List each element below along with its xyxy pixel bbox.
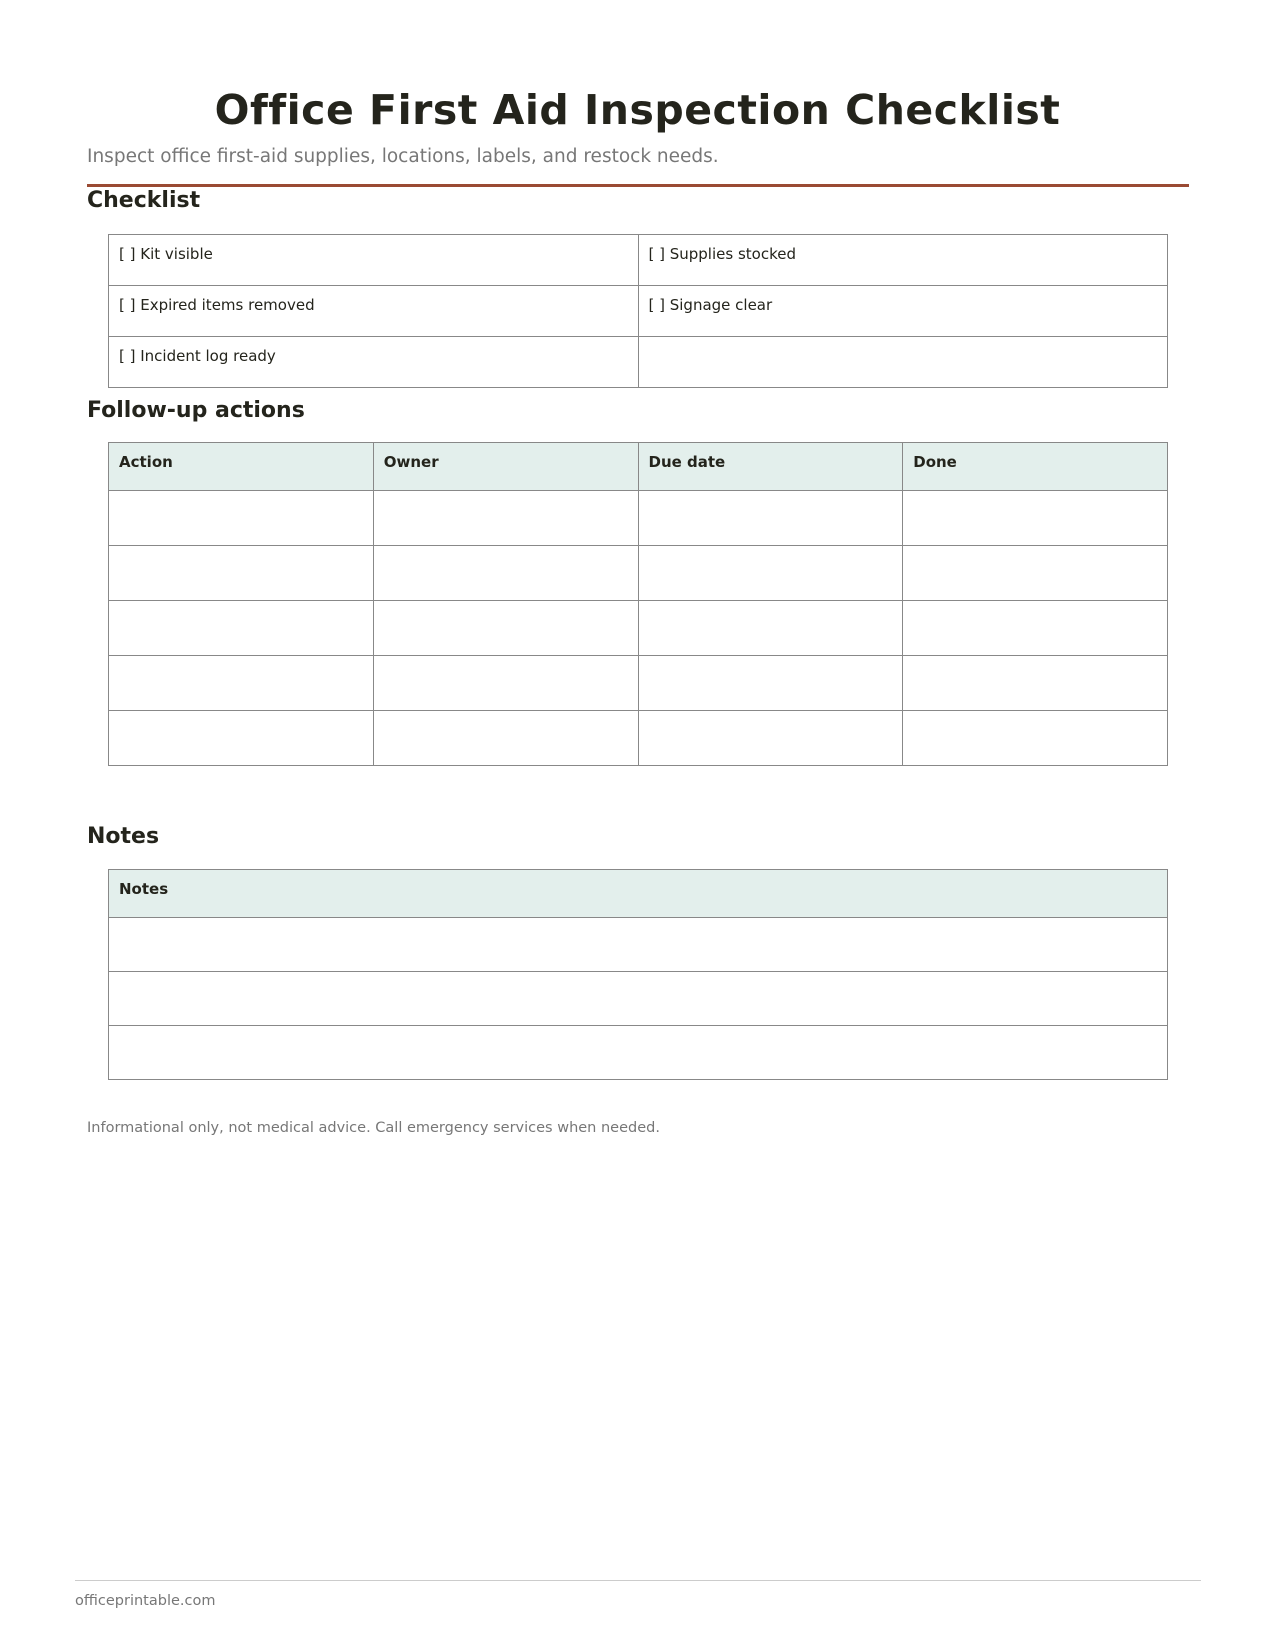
done-cell[interactable]	[903, 491, 1168, 546]
table-row	[109, 972, 1168, 1026]
checklist-item-empty	[638, 337, 1168, 388]
followup-heading: Follow-up actions	[87, 398, 305, 423]
page-title: Office First Aid Inspection Checklist	[214, 86, 1061, 134]
table-row	[109, 656, 1168, 711]
title-divider	[87, 184, 1189, 187]
footer-divider	[75, 1580, 1201, 1581]
due-date-cell[interactable]	[638, 711, 903, 766]
owner-cell[interactable]	[373, 546, 638, 601]
checklist-item[interactable]: [ ] Kit visible	[109, 235, 639, 286]
done-cell[interactable]	[903, 546, 1168, 601]
owner-cell[interactable]	[373, 711, 638, 766]
table-row	[109, 918, 1168, 972]
notes-header-row	[109, 870, 1168, 918]
owner-cell[interactable]	[373, 601, 638, 656]
table-row	[109, 601, 1168, 656]
done-cell[interactable]	[903, 656, 1168, 711]
followup-header-row	[109, 443, 1168, 491]
followup-table	[108, 442, 1168, 766]
checklist-table	[108, 234, 1168, 388]
notes-cell[interactable]	[109, 972, 1168, 1026]
notes-cell[interactable]	[109, 918, 1168, 972]
due-date-cell[interactable]	[638, 546, 903, 601]
column-header-action: Action	[109, 443, 374, 491]
due-date-cell[interactable]	[638, 601, 903, 656]
notes-cell[interactable]	[109, 1026, 1168, 1080]
action-cell[interactable]	[109, 601, 374, 656]
owner-cell[interactable]	[373, 491, 638, 546]
checklist-row	[109, 337, 1168, 388]
footer-site-label: officeprintable.com	[75, 1593, 216, 1609]
checklist-row	[109, 235, 1168, 286]
checklist-item[interactable]: [ ] Expired items removed	[109, 286, 639, 337]
due-date-cell[interactable]	[638, 656, 903, 711]
action-cell[interactable]	[109, 711, 374, 766]
notes-heading: Notes	[87, 824, 160, 849]
action-cell[interactable]	[109, 656, 374, 711]
table-row	[109, 711, 1168, 766]
done-cell[interactable]	[903, 711, 1168, 766]
table-row	[109, 546, 1168, 601]
notes-table	[108, 869, 1168, 1080]
action-cell[interactable]	[109, 491, 374, 546]
column-header-owner: Owner	[373, 443, 638, 491]
done-cell[interactable]	[903, 601, 1168, 656]
page-subtitle: Inspect office first-aid supplies, locations, labels, and restock needs.	[87, 146, 719, 167]
due-date-cell[interactable]	[638, 491, 903, 546]
disclaimer-text: Informational only, not medical advice. Call emergency services when needed.	[87, 1120, 660, 1136]
column-header-done: Done	[903, 443, 1168, 491]
checklist-item[interactable]: [ ] Incident log ready	[109, 337, 639, 388]
checklist-heading: Checklist	[87, 188, 201, 213]
checklist-row	[109, 286, 1168, 337]
checklist-item[interactable]: [ ] Supplies stocked	[638, 235, 1168, 286]
owner-cell[interactable]	[373, 656, 638, 711]
checklist-item[interactable]: [ ] Signage clear	[638, 286, 1168, 337]
column-header-notes: Notes	[109, 870, 1168, 918]
action-cell[interactable]	[109, 546, 374, 601]
table-row	[109, 1026, 1168, 1080]
table-row	[109, 491, 1168, 546]
column-header-due-date: Due date	[638, 443, 903, 491]
